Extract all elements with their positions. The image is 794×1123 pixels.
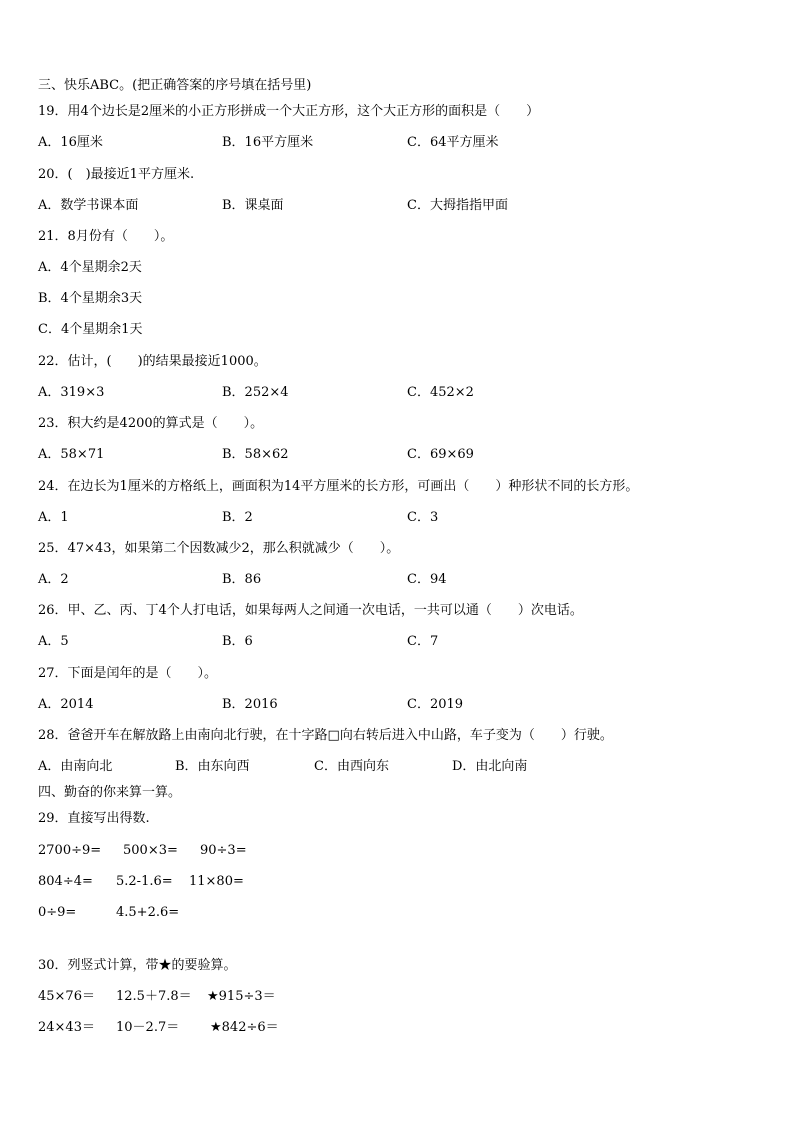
question-19-option-c: C．64平方厘米 (407, 135, 499, 150)
question-23-option-c: C．69×69 (407, 447, 474, 462)
q29-item: 4.5+2.6= (116, 905, 180, 920)
question-23-option-a: A．58×71 (38, 447, 105, 462)
question-20-option-a: A．数学书课本面 (38, 198, 139, 213)
q30-item: 12.5＋7.8＝ (116, 989, 192, 1004)
section-4-heading: 四、勤奋的你来算一算。 (38, 785, 182, 800)
q29-item: 804÷4= (38, 874, 93, 889)
question-23-option-b: B．58×62 (222, 447, 289, 462)
question-24-option-c: C．3 (407, 510, 439, 525)
question-22-option-a: A．319×3 (38, 385, 105, 400)
question-27-option-b: B．2016 (222, 697, 278, 712)
question-19-option-a: A．16厘米 (38, 135, 103, 150)
question-22-option-c: C．452×2 (407, 385, 474, 400)
q30-item: 45×76＝ (38, 989, 95, 1004)
question-21-option-a: A．4个星期余2天 (38, 260, 142, 275)
question-27-option-c: C．2019 (407, 697, 464, 712)
question-24-option-a: A．1 (38, 510, 69, 525)
question-20-option-c: C．大拇指指甲面 (407, 198, 508, 213)
question-25-option-b: B．86 (222, 572, 262, 587)
q30-item: 10－2.7＝ (116, 1020, 180, 1035)
q29-item: 11×80= (189, 874, 244, 889)
question-27-option-a: A．2014 (38, 697, 94, 712)
question-28-option-d: D．由北向南 (452, 759, 528, 774)
question-20-option-b: B．课桌面 (222, 198, 284, 213)
question-22-option-b: B．252×4 (222, 385, 289, 400)
q29-item: 2700÷9= (38, 843, 102, 858)
question-25-stem: 25．47×43，如果第二个因数减少2，那么积就减少（ ）。 (38, 541, 400, 556)
question-27-stem: 27．下面是闰年的是（ ）。 (38, 666, 218, 681)
question-28-option-b: B．由东向西 (175, 759, 250, 774)
question-24-stem: 24．在边长为1厘米的方格纸上，画面积为14平方厘米的长方形，可画出（ ）种形状不同的长方形。 (38, 479, 639, 494)
q29-item: 90÷3= (200, 843, 247, 858)
section-3-heading: 三、快乐ABC。(把正确答案的序号填在括号里) (38, 78, 312, 93)
question-26-option-b: B．6 (222, 634, 253, 649)
question-19-stem: 19．用4个边长是2厘米的小正方形拼成一个大正方形，这个大正方形的面积是（ ） (38, 104, 540, 119)
question-21-option-c: C．4个星期余1天 (38, 322, 143, 337)
question-28-stem: 28．爸爸开车在解放路上由南向北行驶，在十字路□向右转后进入中山路，车子变为（ ）行驶。 (38, 728, 613, 743)
question-23-stem: 23．积大约是4200的算式是（ ）。 (38, 416, 264, 431)
q30-item: ★915÷3＝ (207, 989, 276, 1004)
question-30-stem: 30．列竖式计算，带★的要验算。 (38, 958, 237, 973)
question-26-option-a: A．5 (38, 634, 69, 649)
question-19-option-b: B．16平方厘米 (222, 135, 314, 150)
q30-item: 24×43＝ (38, 1020, 95, 1035)
q29-item: 500×3= (123, 843, 178, 858)
question-25-option-c: C．94 (407, 572, 447, 587)
question-21-option-b: B．4个星期余3天 (38, 291, 143, 306)
question-20-stem: 20．( )最接近1平方厘米. (38, 167, 195, 182)
question-28-option-a: A．由南向北 (38, 759, 113, 774)
q30-item: ★842÷6＝ (210, 1020, 279, 1035)
question-26-option-c: C．7 (407, 634, 439, 649)
question-26-stem: 26．甲、乙、丙、丁4个人打电话，如果每两人之间通一次电话，一共可以通（ ）次电话。 (38, 603, 583, 618)
question-28-option-c: C．由西向东 (314, 759, 389, 774)
question-29-stem: 29．直接写出得数. (38, 811, 150, 826)
question-24-option-b: B．2 (222, 510, 253, 525)
question-21-stem: 21．8月份有（ ）。 (38, 229, 174, 244)
question-22-stem: 22．估计，( )的结果最接近1000。 (38, 354, 267, 369)
question-25-option-a: A．2 (38, 572, 69, 587)
q29-item: 5.2-1.6= (116, 874, 173, 889)
q29-item: 0÷9= (38, 905, 77, 920)
